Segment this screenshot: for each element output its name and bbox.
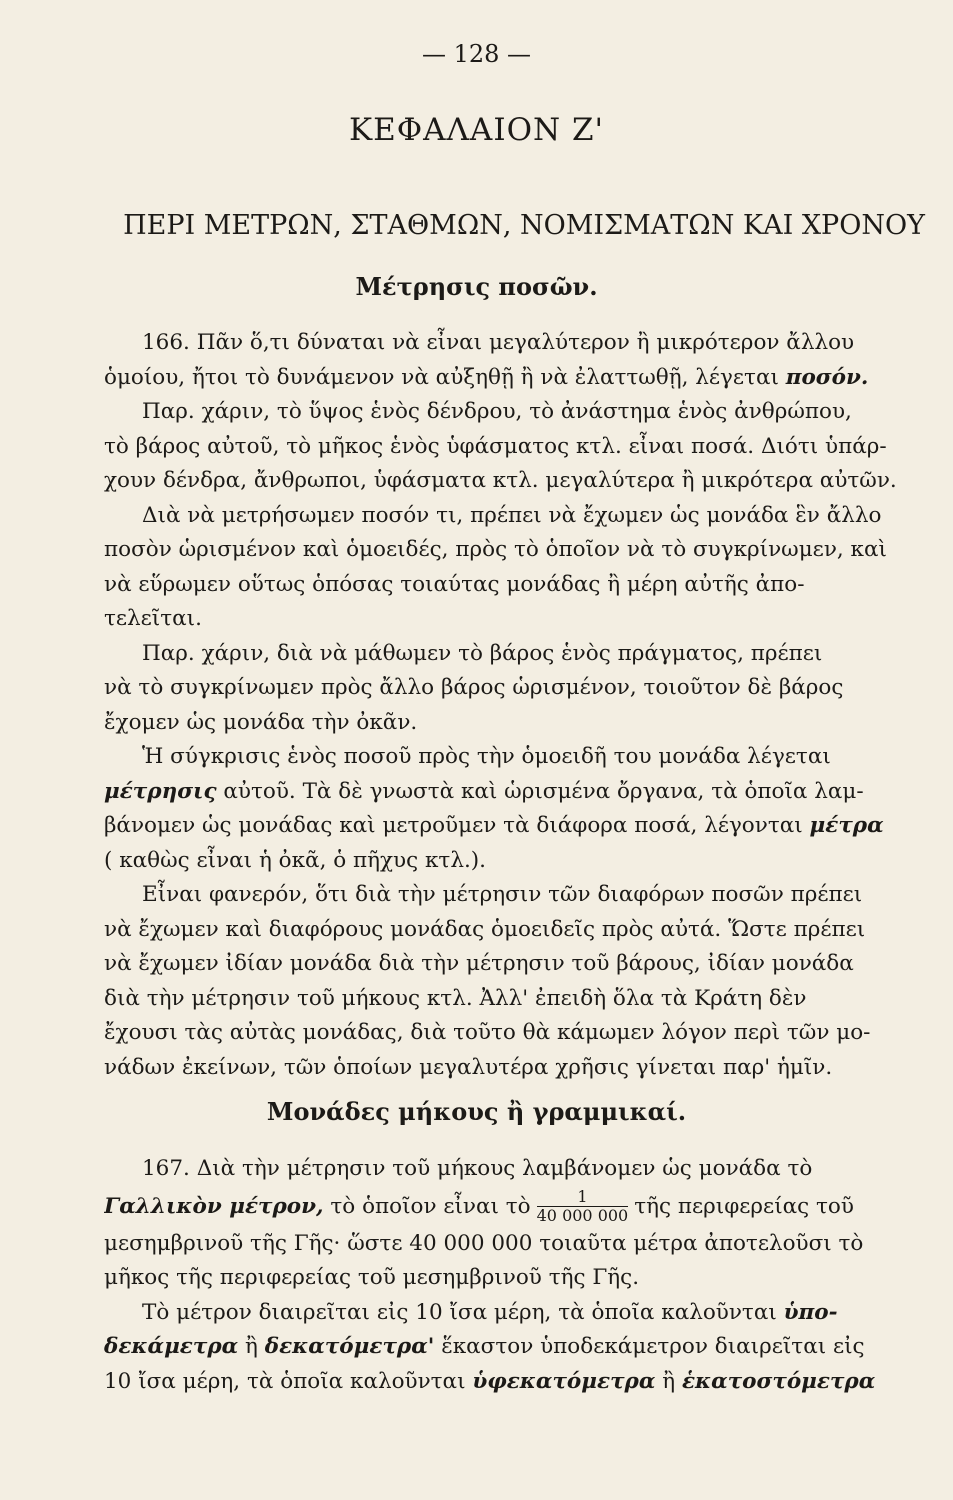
text-line: 10 ἴσα μέρη, τὰ ὁποῖα καλοῦνται ὑφεκατόμετρα ἢ ἑκατοστόμετρα <box>104 1368 876 1394</box>
text-line: τελεῖται. <box>104 606 202 631</box>
term-dekatometra: δεκατόμετρα' <box>264 1334 435 1359</box>
fraction-numerator: 1 <box>537 1188 629 1207</box>
text-line: Γαλλικὸν μέτρον, τὸ ὁποῖον εἶναι τὸ $\frac{1}{40 000 000}$ τῆς περιφερείας τοῦ <box>104 1187 854 1225</box>
text-line: μέτρησις αὐτοῦ. Τὰ δὲ γνωστὰ καὶ ὡρισμένα ὄργανα, τὰ ὁποῖα λαμ- <box>104 778 864 804</box>
text-line: δεκάμετρα ἢ δεκατόμετρα' ἕκαστον ὑποδεκάμετρον διαιρεῖται εἰς <box>104 1334 865 1359</box>
text-line: Εἶναι φανερόν, ὅτι διὰ τὴν μέτρησιν τῶν διαφόρων ποσῶν πρέπει <box>142 882 863 907</box>
text-line: διὰ τὴν μέτρησιν τοῦ μήκους κτλ. Ἀλλ' ἐπειδὴ ὅλα τὰ Κράτη δὲν <box>104 985 807 1011</box>
text-line: μῆκος τῆς περιφερείας τοῦ μεσημβρινοῦ τῆς Γῆς. <box>104 1265 640 1290</box>
text-line: ( καθὼς εἶναι ἡ ὀκᾶ, ὁ πῆχυς κτλ.). <box>104 847 487 873</box>
text-line: νὰ εὕρωμεν οὕτως ὁπόσας τοιαύτας μονάδας ἢ μέρη αὐτῆς ἀπο- <box>104 571 805 597</box>
text-line: Παρ. χάριν, διὰ νὰ μάθωμεν τὸ βάρος ἑνὸς πράγματος, πρέπει <box>142 640 823 666</box>
section-heading-length-units: Μονάδες μήκους ἢ γραμμικαί. <box>266 1097 687 1126</box>
chapter-subtitle: ΠΕΡΙ ΜΕΤΡΩΝ, ΣΤΑΘΜΩΝ, ΝΟΜΙΣΜΑΤΩΝ ΚΑΙ ΧΡΟΝΟΥ <box>123 210 925 241</box>
section-heading-measurement: Μέτρησις ποσῶν. <box>355 272 598 301</box>
text-line: 167. Διὰ τὴν μέτρησιν τοῦ μήκους λαμβάνομεν ὡς μονάδα τὸ <box>142 1156 813 1181</box>
term-metrisis: μέτρησις <box>104 778 217 804</box>
text-line: ἔχομεν ὡς μονάδα τὴν ὀκᾶν. <box>104 709 418 735</box>
chapter-title: ΚΕΦΑΛΑΙΟΝ Ζ' <box>348 112 605 148</box>
text-line: ἔχουσι τὰς αὐτὰς μονάδας, διὰ τοῦτο θὰ κάμωμεν λόγον περὶ τῶν μο- <box>104 1020 871 1045</box>
term-poson: ποσόν. <box>785 364 869 390</box>
paragraph-166 <box>104 326 934 1085</box>
term-ypodekametra: ὑπο- <box>783 1299 838 1325</box>
page-number: — 128 — <box>421 40 532 68</box>
text-line: τὸ βάρος αὐτοῦ, τὸ μῆκος ἑνὸς ὑφάσματος κτλ. εἶναι ποσά. Διότι ὑπάρ- <box>104 433 887 459</box>
text-line: νὰ ἔχωμεν ἰδίαν μονάδα διὰ τὴν μέτρησιν τοῦ βάρους, ἰδίαν μονάδα <box>104 951 854 976</box>
text-line: μεσημβρινοῦ τῆς Γῆς· ὥστε 40 000 000 τοιαῦτα μέτρα ἀποτελοῦσι τὸ <box>104 1230 864 1256</box>
text-line: Ἡ σύγκρισις ἑνὸς ποσοῦ πρὸς τὴν ὁμοειδῆ του μονάδα λέγεται <box>142 744 831 769</box>
text-line: 166. Πᾶν ὅ,τι δύναται νὰ εἶναι μεγαλύτερον ἢ μικρότερον ἄλλου <box>142 330 855 355</box>
text-line: χουν δένδρα, ἄνθρωποι, ὑφάσματα κτλ. μεγαλύτερα ἢ μικρότερα αὐτῶν. <box>104 468 897 493</box>
term-gallikon-metron: Γαλλικὸν μέτρον, <box>104 1193 324 1219</box>
term-ekatostometra: ἑκατοστόμετρα <box>681 1368 876 1394</box>
fraction-denominator: 40 000 000 <box>536 1206 629 1225</box>
text-line: ποσὸν ὡρισμένον καὶ ὁμοειδές, πρὸς τὸ ὁποῖον νὰ τὸ συγκρίνωμεν, καὶ <box>104 537 887 562</box>
term-yfekatometra: ὑφεκατόμετρα <box>472 1368 656 1394</box>
fraction <box>537 1188 629 1225</box>
text-line: Τὸ μέτρον διαιρεῖται εἰς 10 ἴσα μέρη, τὰ ὁποῖα καλοῦνται ὑπο- <box>142 1299 838 1325</box>
paragraph-167 <box>104 1152 934 1399</box>
text-line: Παρ. χάριν, τὸ ὕψος ἑνὸς δένδρου, τὸ ἀνάστημα ἑνὸς ἀνθρώπου, <box>142 399 852 424</box>
text-line: βάνομεν ὡς μονάδας καὶ μετροῦμεν τὰ διάφορα ποσά, λέγονται μέτρα <box>104 813 884 838</box>
term-dekametra: δεκάμετρα <box>104 1334 239 1359</box>
text-line: νάδων ἐκείνων, τῶν ὁποίων μεγαλυτέρα χρῆσις γίνεται παρ' ἡμῖν. <box>104 1054 833 1080</box>
text-line: ὁμοίου, ἤτοι τὸ δυνάμενον νὰ αὐξηθῇ ἢ νὰ ἐλαττωθῇ, λέγεται ποσόν. <box>104 364 869 390</box>
text-line: νὰ τὸ συγκρίνωμεν πρὸς ἄλλο βάρος ὡρισμένον, τοιοῦτον δὲ βάρος <box>104 675 844 700</box>
text-line: Διὰ νὰ μετρήσωμεν ποσόν τι, πρέπει νὰ ἔχωμεν ὡς μονάδα ἓν ἄλλο <box>142 502 882 528</box>
term-metra: μέτρα <box>809 813 884 838</box>
text-line: νὰ ἔχωμεν καὶ διαφόρους μονάδας ὁμοειδεῖς πρὸς αὐτά. Ὥστε πρέπει <box>104 916 866 942</box>
